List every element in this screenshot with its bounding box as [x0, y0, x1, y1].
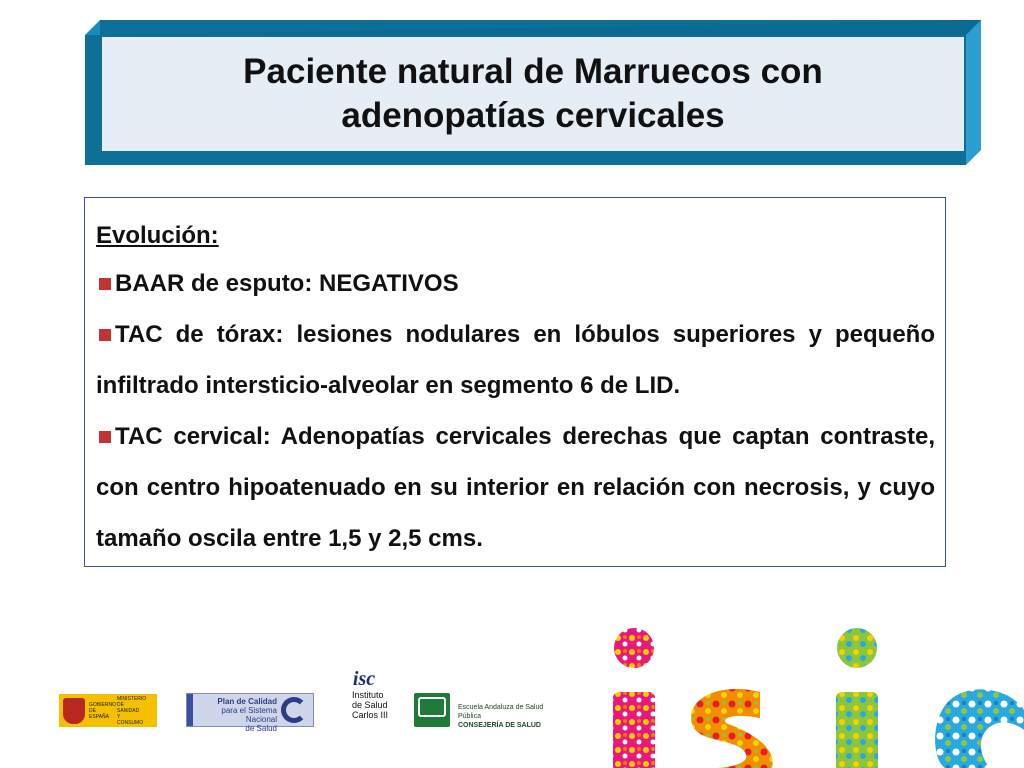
list-item-text: TAC cervical: Adenopatías cervicales derechas que captan contraste, con centro hipoatenuado en su interior en relación con necrosis, y cuyo tamaño oscila entre 1,5 y 2,5 cms.	[96, 423, 935, 552]
list-item-text: BAAR de esputo: NEGATIVOS	[115, 270, 459, 297]
isciii-line-2: de Salud	[352, 700, 388, 710]
junta-line-1: Escuela Andaluza de Salud Pública	[458, 704, 544, 720]
slide-title-line-1: Paciente natural de Marruecos con	[243, 52, 823, 91]
spain-shield-icon	[63, 698, 85, 724]
slide-title-line-2: adenopatías cervicales	[341, 96, 725, 135]
plan-line-3: de Salud	[245, 724, 277, 733]
content-box	[84, 197, 946, 567]
list-item	[96, 309, 935, 411]
junta-logo-text	[458, 703, 568, 730]
title-frame	[85, 20, 981, 165]
plan-line-1: Plan de Calidad	[217, 697, 277, 706]
section-heading: Evolución:	[96, 222, 219, 249]
list-item	[96, 411, 935, 564]
ministerio-label: MINISTERIO DE SANIDAD Y CONSUMO	[117, 695, 147, 726]
slide-title	[102, 38, 964, 150]
junta-andalucia-icon	[414, 693, 450, 727]
isciii-logo	[340, 668, 388, 734]
gobierno-line-1: GOBIERNO	[89, 701, 116, 708]
list-item-text: TAC de tórax: lesiones nodulares en lóbulos superiores y pequeño infiltrado intersticio-alveolar en segmento 6 de LID.	[96, 321, 935, 399]
plan-calidad-c-icon	[281, 697, 307, 723]
isciii-logo-icon: isc	[352, 668, 376, 690]
square-bullet-icon	[99, 329, 111, 341]
isciii-line-1: Instituto	[352, 690, 384, 700]
list-item	[96, 258, 935, 309]
isciii-big-letters	[600, 620, 1024, 768]
isciii-line-3: Carlos III	[352, 710, 389, 720]
square-bullet-icon	[99, 278, 111, 290]
junta-line-2: CONSEJERÍA DE SALUD	[458, 722, 541, 729]
gobierno-espana-logo	[59, 694, 157, 727]
plan-line-2: para el Sistema Nacional	[221, 706, 277, 724]
square-bullet-icon	[99, 431, 111, 443]
plan-calidad-logo	[186, 693, 314, 733]
gobierno-line-2: DE ESPAÑA	[89, 707, 109, 720]
